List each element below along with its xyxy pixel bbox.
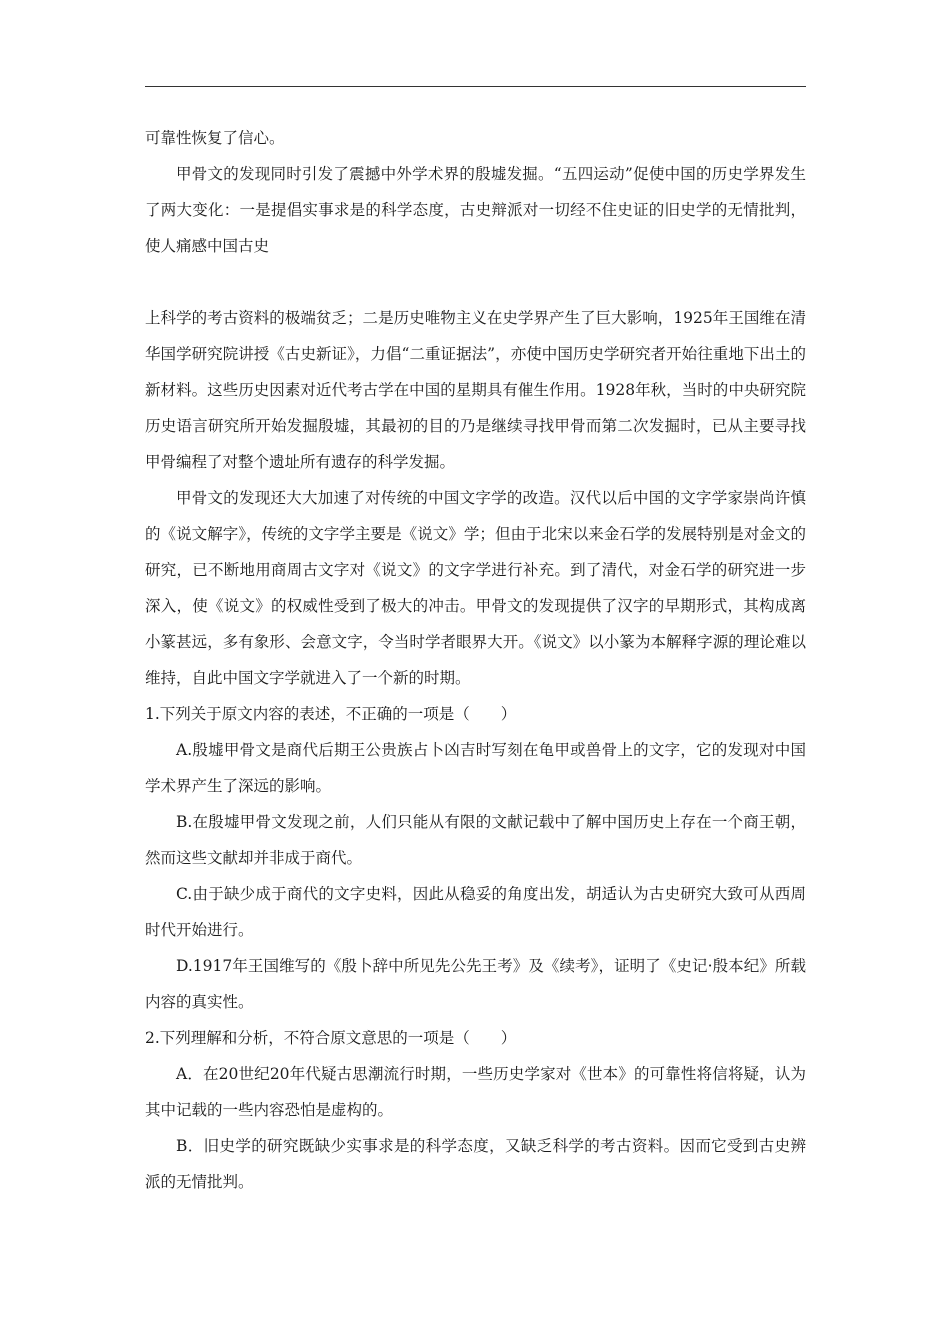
- question-1-option-a: A.殷墟甲骨文是商代后期王公贵族占卜凶吉时写刻在龟甲或兽骨上的文字，它的发现对中国学术界产生了深远的影响。: [145, 741, 806, 795]
- header-rule: [145, 86, 806, 87]
- paragraph-archaeology: 上科学的考古资料的极端贫乏；二是历史唯物主义在史学界产生了巨大影响，1925年王国维在清华国学研究院讲授《古史新证》，力倡“二重证据法”，亦使中国历史学研究者开始往重地下出土的新材料。这些历史因素对近代考古学在中国的星期具有催生作用。1928年秋，当时的中央研究院历史语言研究所开始发掘殷墟，其最初的目的乃是继续寻找甲骨而第二次发掘时，已从主要寻找甲骨编程了对整个遗址所有遗存的科学发掘。: [145, 309, 806, 471]
- question-1-option-b: B.在殷墟甲骨文发现之前，人们只能从有限的文献记载中了解中国历史上存在一个商王朝，然而这些文献却并非成于商代。: [145, 813, 806, 867]
- question-2-option-b: B．旧史学的研究既缺少实事求是的科学态度，又缺乏科学的考古资料。因而它受到古史辨派的无情批判。: [145, 1137, 806, 1191]
- paragraph-gap: [145, 264, 806, 300]
- paragraph-philology: 甲骨文的发现还大大加速了对传统的中国文字学的改造。汉代以后中国的文字学家崇尚许慎的《说文解字》，传统的文字学主要是《说文》学；但由于北宋以来金石学的发展特别是对金文的研究，已不断地用商周古文字对《说文》的文字学进行补充。到了清代，对金石学的研究进一步深入，使《说文》的权威性受到了极大的冲击。甲骨文的发现提供了汉字的早期形式，其构成离小篆甚远，多有象形、会意文字，令当时学者眼界大开。《说文》以小篆为本解释字源的理论难以维持，自此中国文字学就进入了一个新的时期。: [145, 489, 806, 687]
- paragraph-continuation: 可靠性恢复了信心。: [145, 129, 285, 147]
- paragraph-oracle-excavation: 甲骨文的发现同时引发了震撼中外学术界的殷墟发掘。“五四运动”促使中国的历史学界发生了两大变化：一是提倡实事求是的科学态度，古史辩派对一切经不住史证的旧史学的无情批判，使人痛感中国古史: [145, 165, 806, 255]
- question-2-option-a: A．在20世纪20年代疑古思潮流行时期，一些历史学家对《世本》的可靠性将信将疑，认为其中记载的一些内容恐怕是虚构的。: [145, 1065, 806, 1119]
- document-body: [145, 120, 806, 1200]
- question-1-option-c: C.由于缺少成于商代的文字史料，因此从稳妥的角度出发，胡适认为古史研究大致可从西周时代开始进行。: [145, 885, 806, 939]
- question-2-stem: 2.下列理解和分析，不符合原文意思的一项是（ ）: [145, 1029, 517, 1047]
- question-1-stem: 1.下列关于原文内容的表述，不正确的一项是（ ）: [145, 705, 517, 723]
- question-1-option-d: D.1917年王国维写的《殷卜辞中所见先公先王考》及《续考》，证明了《史记·殷本纪》所载内容的真实性。: [145, 957, 806, 1011]
